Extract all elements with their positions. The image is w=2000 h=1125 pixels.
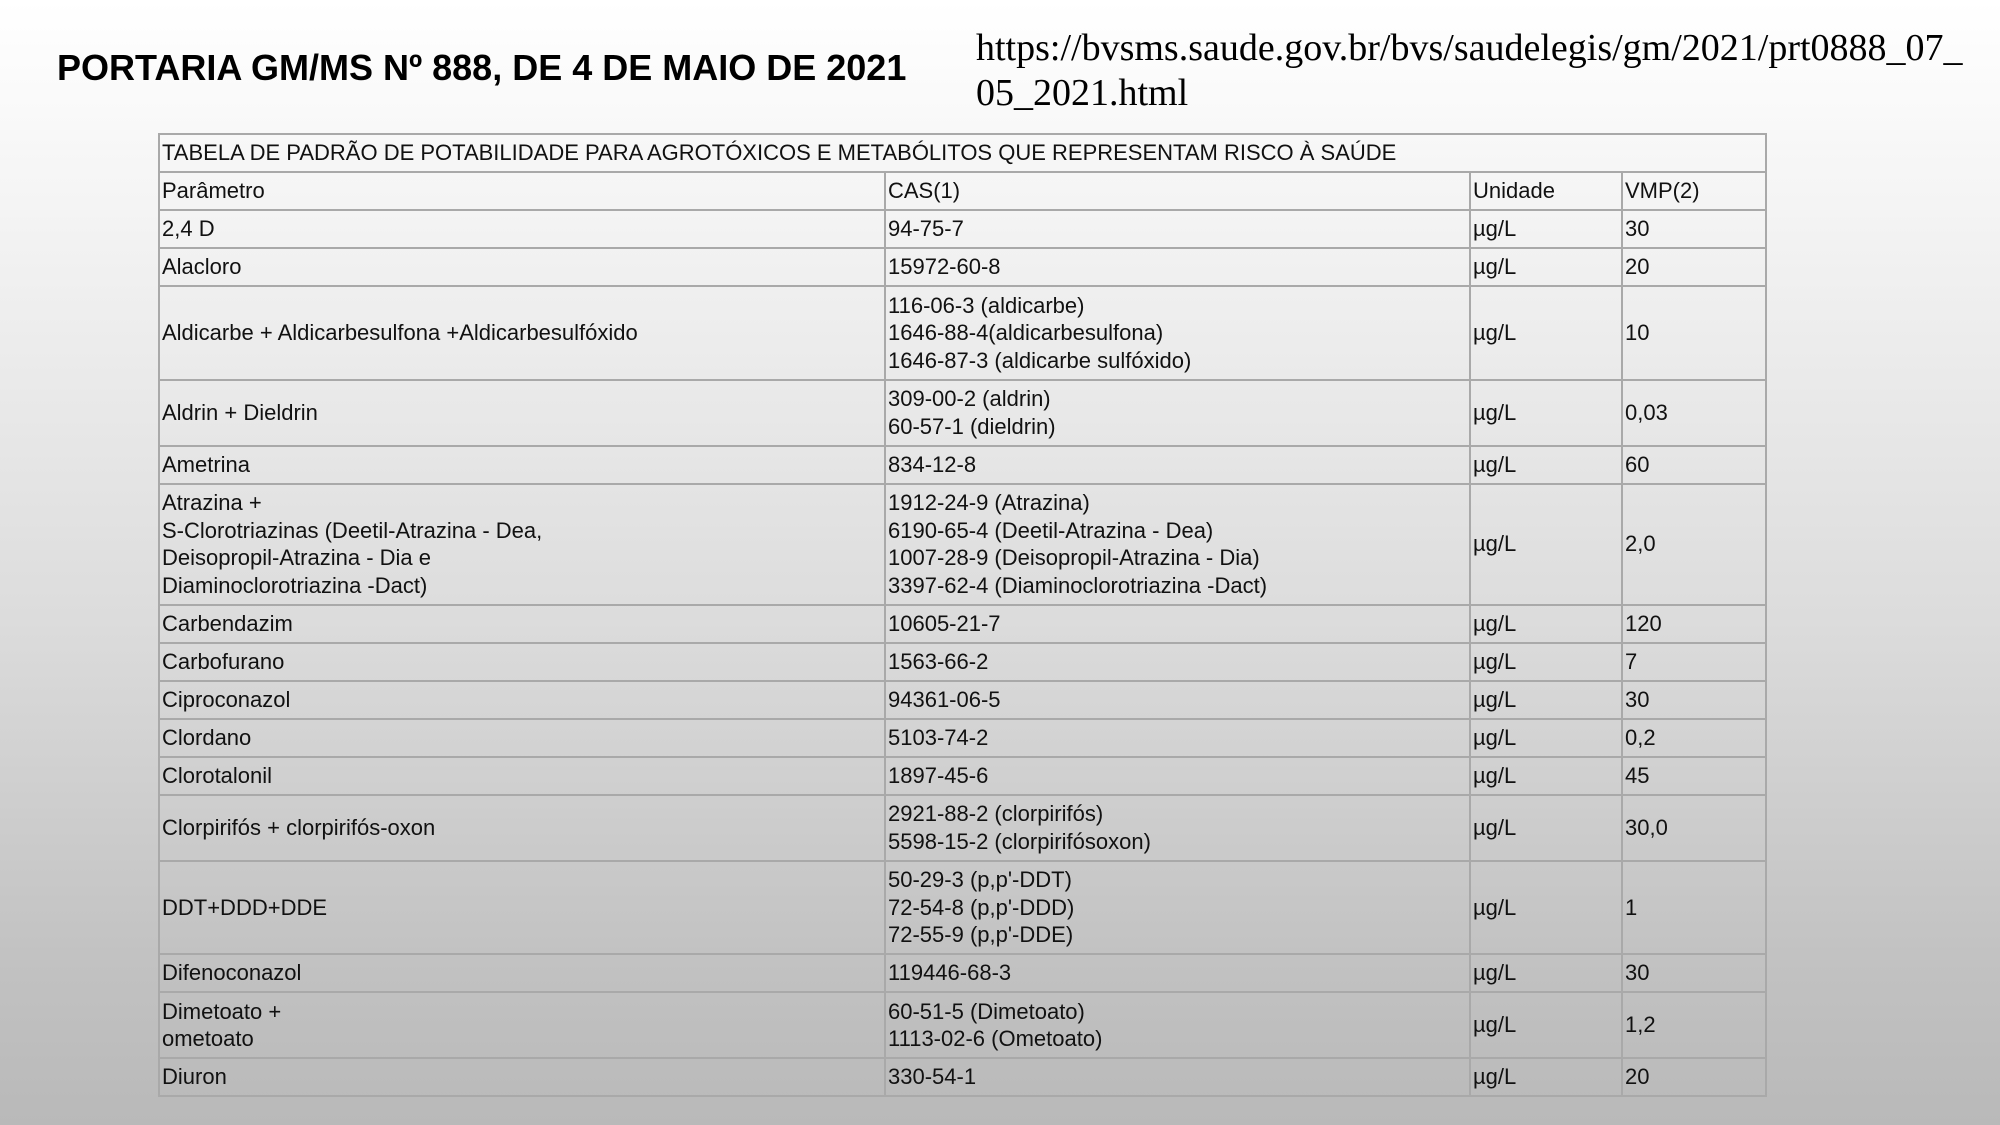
cell-unidade: µg/L [1470,954,1622,992]
cell-cas [885,248,1470,286]
cell-cas-line: 50-29-3 (p,p'-DDT) [888,867,1072,892]
cell-vmp: 45 [1622,757,1766,795]
column-header-vmp: VMP(2) [1622,172,1766,210]
table-row [159,484,1766,605]
cell-unidade: µg/L [1470,210,1622,248]
cell-cas [885,757,1470,795]
table-body [159,134,1766,1096]
cell-unidade: µg/L [1470,248,1622,286]
cell-cas [885,795,1470,861]
cell-cas [885,954,1470,992]
cell-cas [885,681,1470,719]
table-row [159,446,1766,484]
cell-parametro-line: S-Clorotriazinas (Deetil-Atrazina - Dea, [162,517,543,543]
cell-parametro [159,380,885,446]
cell-parametro-line: Carbendazim [162,610,293,636]
table-row [159,1058,1766,1096]
cell-unidade: µg/L [1470,861,1622,955]
cell-cas-line: 94361-06-5 [888,686,1001,712]
cell-parametro-line: Dimetoato + [162,998,282,1024]
cell-unidade: µg/L [1470,643,1622,681]
table-row [159,681,1766,719]
cell-cas [885,484,1470,605]
cell-cas [885,1058,1470,1096]
table-row [159,795,1766,861]
cell-parametro-line: Diaminoclorotriazina -Dact) [162,572,428,598]
cell-cas-line: 834-12-8 [888,451,977,477]
cell-vmp: 30,0 [1622,795,1766,861]
cell-vmp: 1,2 [1622,992,1766,1058]
cell-cas-line: 6190-65-4 (Deetil-Atrazina - Dea) [888,517,1214,543]
cell-cas-line: 1646-88-4(aldicarbesulfona) [888,320,1164,345]
cell-parametro-line: Ametrina [162,451,251,477]
cell-unidade: µg/L [1470,681,1622,719]
cell-cas [885,446,1470,484]
cell-parametro [159,286,885,380]
column-header-parametro: Parâmetro [159,172,885,210]
cell-parametro [159,1058,885,1096]
potability-table [158,133,1767,1097]
cell-parametro [159,757,885,795]
cell-parametro [159,210,885,248]
cell-parametro-line: 2,4 D [162,216,215,242]
cell-cas [885,861,1470,955]
cell-vmp: 30 [1622,210,1766,248]
cell-cas [885,719,1470,757]
table-row [159,954,1766,992]
cell-cas-line: 72-55-9 (p,p'-DDE) [888,922,1074,947]
cell-vmp: 20 [1622,248,1766,286]
cell-cas-line: 60-51-5 (Dimetoato) [888,998,1085,1024]
cell-cas-line: 1113-02-6 (Ometoato) [888,1026,1103,1051]
table-row [159,861,1766,955]
cell-parametro-line: Alacloro [162,254,242,280]
cell-vmp: 20 [1622,1058,1766,1096]
table-row [159,210,1766,248]
cell-parametro [159,954,885,992]
cell-parametro-line: Deisopropil-Atrazina - Dia e [162,545,431,570]
cell-cas [885,210,1470,248]
cell-cas [885,643,1470,681]
table-header-row [159,172,1766,210]
cell-cas-line: 1007-28-9 (Deisopropil-Atrazina - Dia) [888,545,1260,570]
cell-cas [885,286,1470,380]
cell-parametro-line: Carbofurano [162,648,285,674]
cell-cas-line: 5103-74-2 [888,724,989,750]
cell-parametro-line: Clordano [162,724,252,750]
cell-unidade: µg/L [1470,605,1622,643]
column-header-cas: CAS(1) [885,172,1470,210]
cell-cas-line: 72-54-8 (p,p'-DDD) [888,894,1075,920]
cell-parametro [159,681,885,719]
cell-vmp: 30 [1622,681,1766,719]
cell-cas-line: 1897-45-6 [888,762,989,788]
cell-vmp: 60 [1622,446,1766,484]
cell-vmp: 1 [1622,861,1766,955]
cell-parametro [159,795,885,861]
cell-parametro-line: Aldrin + Dieldrin [162,399,318,425]
cell-parametro [159,605,885,643]
cell-vmp: 0,2 [1622,719,1766,757]
cell-cas [885,992,1470,1058]
cell-unidade: µg/L [1470,1058,1622,1096]
table-caption: TABELA DE PADRÃO DE POTABILIDADE PARA AGROTÓXICOS E METABÓLITOS QUE REPRESENTAM RISCO À SAÚDE [159,134,1766,172]
cell-parametro-line: Clorpirifós + clorpirifós-oxon [162,814,436,840]
cell-parametro-line: Aldicarbe + Aldicarbesulfona +Aldicarbesulfóxido [162,320,638,345]
cell-cas-line: 309-00-2 (aldrin) [888,386,1051,411]
cell-cas [885,380,1470,446]
cell-parametro [159,643,885,681]
table-row [159,719,1766,757]
cell-cas-line: 3397-62-4 (Diaminoclorotriazina -Dact) [888,572,1268,598]
table-row [159,605,1766,643]
cell-cas-line: 1646-87-3 (aldicarbe sulfóxido) [888,347,1192,373]
cell-cas-line: 5598-15-2 (clorpirifósoxon) [888,828,1151,854]
cell-unidade: µg/L [1470,484,1622,605]
cell-cas-line: 1563-66-2 [888,648,989,674]
cell-unidade: µg/L [1470,992,1622,1058]
cell-parametro-line: Diuron [162,1064,227,1090]
cell-parametro [159,719,885,757]
cell-parametro-line: Atrazina + [162,490,262,515]
cell-parametro-line: Difenoconazol [162,960,302,986]
cell-cas-line: 116-06-3 (aldicarbe) [888,292,1085,318]
cell-vmp: 30 [1622,954,1766,992]
cell-unidade: µg/L [1470,757,1622,795]
cell-parametro-line: ometoato [162,1026,254,1051]
page-title: PORTARIA GM/MS Nº 888, DE 4 DE MAIO DE 2021 [57,47,907,88]
cell-unidade: µg/L [1470,446,1622,484]
table-caption-row [159,134,1766,172]
cell-cas-line: 60-57-1 (dieldrin) [888,413,1056,439]
cell-vmp: 2,0 [1622,484,1766,605]
cell-parametro [159,861,885,955]
cell-cas-line: 1912-24-9 (Atrazina) [888,490,1090,515]
column-header-unidade: Unidade [1470,172,1622,210]
cell-parametro [159,484,885,605]
cell-cas-line: 15972-60-8 [888,254,1001,280]
cell-vmp: 120 [1622,605,1766,643]
cell-cas-line: 2921-88-2 (clorpirifós) [888,801,1104,826]
cell-cas [885,605,1470,643]
table-row [159,380,1766,446]
cell-parametro [159,248,885,286]
cell-cas-line: 10605-21-7 [888,610,1001,636]
table-row [159,992,1766,1058]
cell-parametro [159,446,885,484]
cell-vmp: 10 [1622,286,1766,380]
table-row [159,757,1766,795]
cell-parametro-line: Ciproconazol [162,686,291,712]
cell-cas-line: 119446-68-3 [888,960,1012,986]
cell-unidade: µg/L [1470,380,1622,446]
cell-cas-line: 94-75-7 [888,216,964,242]
cell-unidade: µg/L [1470,286,1622,380]
table-row [159,643,1766,681]
table-row [159,248,1766,286]
cell-unidade: µg/L [1470,719,1622,757]
source-url: https://bvsms.saude.gov.br/bvs/saudelegis/gm/2021/prt0888_07_05_2021.html [976,27,1963,114]
cell-parametro-line: Clorotalonil [162,762,273,788]
cell-vmp: 0,03 [1622,380,1766,446]
cell-unidade: µg/L [1470,795,1622,861]
cell-parametro-line: DDT+DDD+DDE [162,894,328,920]
table-row [159,286,1766,380]
cell-parametro [159,992,885,1058]
cell-vmp: 7 [1622,643,1766,681]
cell-cas-line: 330-54-1 [888,1064,977,1090]
